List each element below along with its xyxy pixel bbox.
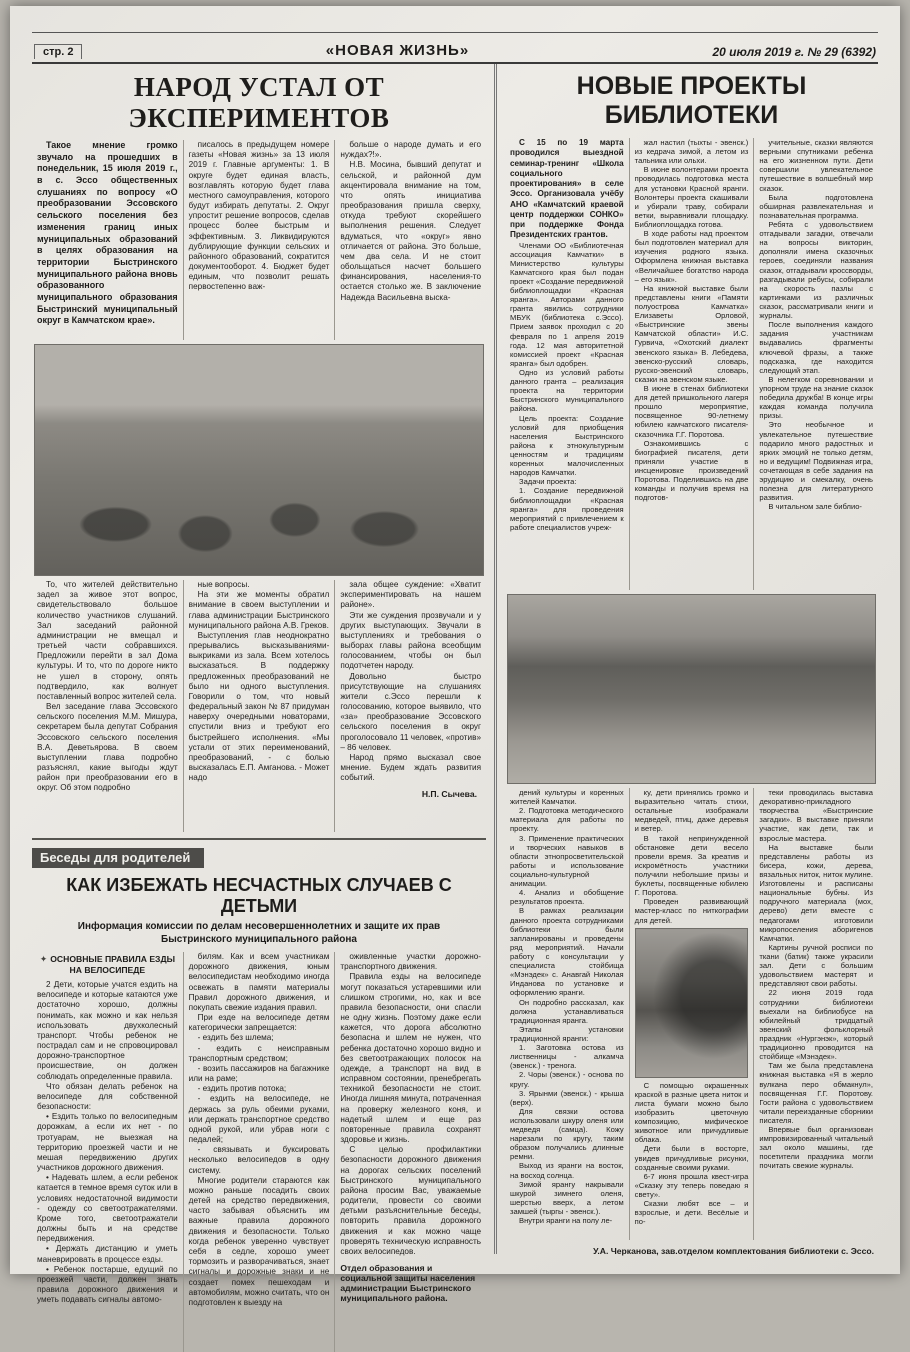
library-author-signature: У.А. Черканова, зав.отделом комплектования библиотеки с. Эссо.	[593, 1246, 874, 1256]
children-col1-text: 2 Дети, которые учатся ездить на велосипеде и которые катаются уже достаточно хорошо, должны понимать, как можно и как нельзя использовать двухколесный транспорт. Чтобы ребенок не пострадал сам и не спровоцировал дорожно-транспортное происшествие, он должен соблюдать определенные правила. Что обязан делать ребенок на велосипеде для собственной безопасности: • Ездить только по велосипедным дорожкам, а если их нет - по тротуарам, не выезжая на территорию проезжей части и не мешая передвижению других участников дорожного движения. • Надевать шлем, а если ребенок катается в темное время суток или в условиях недостаточной видимости - одежду со светоотражателями. Кроме того, светоотражатели должны быть и на средстве передвижения. • Держать дистанцию и уметь маневрировать в процессе езды. • Ребенок постарше, едущий по проезжей части, должен знать правила дорожного движения и уметь подавать сигналы автомо-	[37, 979, 178, 1305]
issue-date: 20 июля 2019 г. № 29 (6392)	[712, 45, 876, 59]
page-number: стр. 2	[34, 44, 82, 59]
children-safety-subhead: Информация комиссии по делам несовершеннолетних и защите их прав Быстринского муниципального района	[77, 921, 441, 945]
hearings-top-col3: больше о народе думать и его нуждах?!». Н.В. Мосина, бывший депутат и сельской, и районной дум акцентировала внимание на том, что опять инициатива преобразования пришла сверху, откуда требуют скорейшего выполнения решения. Следует вдуматься, что «округ» явно отличается от района. Это больше, чем два села. И не стоит обольщаться насчет большего финансирования, населения-то остается столько же. В заключение Надежда Васильевна выска-	[340, 140, 482, 302]
bike-rules-title: ОСНОВНЫЕ ПРАВИЛА ЕЗДЫ НА ВЕЛОСИПЕДЕ	[50, 954, 175, 976]
library-bottom-col2-text-a: ку, дети принялись громко и выразительно читать стихи, остальные изображали медведей, птиц, даже деревья и ветер. В такой непринужденной обстановке дети весело провели время. За креатив и искромётность участники получили небольшие призы и буклеты, посвященные юбилею Г. Поротова. Проведен развивающий мастер-класс по ниткографии для детей.	[634, 788, 749, 925]
children-safety-headline: КАК ИЗБЕЖАТЬ НЕСЧАСТНЫХ СЛУЧАЕВ С ДЕТЬМИ	[66, 875, 452, 916]
children-col2: билям. Как и всем участникам дорожного движения, юным велосипедистам необходимо иногда освежать в памяти материалы Правил дорожного движения, и покупать свежие издания правил. При езде на велосипеде детям категорически запрещается: - ездить без шлема; - ездить с неисправным транспортным средством; - возить пассажиров на багажнике или на раме; - ездить против потока; - ездить на велосипеде, не держась за руль обеими руками, или держать транспортное средство одной рукой, или убрав ноги с педалей; - связывать и буксировать несколько велосипедов в одну систему. Многие родители стараются как можно раньше посадить своих детей на средство передвижения, часто забывая объяснить им важные правила дорожного движения и безопасности. Только когда ребенок уверенно чувствует себя в седле, хорошо умеет тормозить и разворачиваться, знает сигналы и дорожные знаки и не создает помех пешеходам и автомобилям, можно считать, что он подготовлен к выезду на	[184, 952, 336, 1352]
hearings-bottom-col1: То, что жителей действительно задел за живое этот вопрос, свидетельствовало большое количество участников слушаний. Зал заседаний районной администрации не вмещал и третьей части собравшихся. Предложили перейти в зал Дома культуры. И то, что по дороге никто не ушел в сторону, опять подтвердило, как волнует поставленный вопрос жителей села. Вел заседание глава Эссовского сельского поселения М.М. Мишура, секретарем была депутат Собрания Эссовского сельского поселения В.А. Деветьярова. В своем выступлении глава подробно разъяснял, какие выгоды ждут район при преобразовании его в округ. Об этом подробно	[32, 580, 184, 832]
page-body	[32, 64, 878, 1307]
library-bottom-col3: теки проводилась выставка декоративно-прикладного творчества «Быстринские загадки». В выставке приняли участие, как дети, так и взрослые мастера. На выставке были представлены работы из бисера, кожи, дерева, вязальных ниток, ниток мулине. Изготовлены и расписаны национальные бубны. Из подручного материала (мох, дерево) дети вместе с педагогами изготовили микропоселения аборигенов Камчатки. Картины ручной росписи по ткани (батик) также украсили зал. Дети с большим удовольствием мастерят и представляют свои работы. 22 июня 2019 года сотрудники библиотеки выехали на библиобусе на юбилейный тридцатый эвенский фольклорный праздник «Нургэнэк», который традиционно проводится на стойбище «Мэнэдек». Там же была представлена книжная выставка «Я в жерло вулкана перо обмакнул», посвященная Г.Г. Поротову. Гости района с удовольствием читали переизданные сборники писателя. Впервые был организован импровизированный читальный зал около машины, где посетители праздника могли почитать свежие журналы.	[759, 788, 874, 1171]
children-col3-text: оживленные участки дорожно-транспортного движения. Правила езды на велосипеде могут показаться устаревшими или слишком строгими, но, как и все правила безопасности, они спасли не одну жизнь. Поэтому даже если кажется, что дорога абсолютно безопасна и шлем не нужен, что ребенка достаточно хорошо видно и без светоотражающих полосок на одежде, а транспорт на вид в исправном состоянии, пренебрегать техникой безопасности не стоит. Иногда лишняя минута, потраченная на проверку железного коня, и надетый шлем и еще раз повторенные правила сохранят здоровье и жизнь. С целью профилактики безопасности дорожного движения на дорогах сельских поселений Быстринского муниципального района просим Вас, уважаемые родители, провести со своими детьми разъяснительные беседы, повторить правила дорожного движения и как можно чаще проверять техническую исправность своих велосипедов.	[340, 952, 482, 1256]
library-bottom-col2-text-b: С помощью окрашенных краской в разные цвета ниток и листа бумаги можно было изобразить цветочную композицию, мифическое животное или причудливые облака. Дети были в восторге, увидев причудливые рисунки, созданные своими руками. 6-7 июня прошла квест-игра «Сказку эту теперь поведаю я свету». Сказки любят все – и взрослые, и дети. Весёлые и по-	[634, 1080, 749, 1227]
library-top-col1: С 15 по 19 марта проводился выездной семинар-тренинг «Школа социального проектирования» в селе Эссо. Организовала учёбу АНО «Камчатский краевой центр поддержки СОНКО» при поддержке Фонда Президентских грантов. Членами ОО «Библиотечная ассоциация Камчатки» в Министерство культуры Камчатского края был подан проект «Создание передвижной библиоплощадки «Красная яранга». Авторами данного гранта явились сотрудники МБУК (библиотека с.Эссо). Прием заявок проходил с 20 февраля по 1 апреля 2019 года. 12 мая авторитетной комиссией проект «Красная яранга» был одобрен. Одно из условий работы данного гранта – реализация проекта на территории Быстринского муниципального района. Цель проекта: Создание условий для приобщения населения Быстринского района к этнокультурным ценностям и традициям коренных малочисленных народов Камчатки. Задачи проекта: 1. Создание передвижной библиоплощадки «Красная яранга» для проведения мероприятий с привлечением к работе специалистов учреж-	[505, 138, 630, 590]
hearings-top-col1: Такое мнение громко звучало на прошедших в понедельник, 15 июля 2019 г., в с. Эссо общественных слушаниях по вопросу «О преобразовании Эссовского сельского поселения без изменения границ иных муниципальных образований в целях образования на территории Быстринского муниципального района вновь образованного муниципального образования Быстринский муниципальный округ в Камчатском крае».	[32, 140, 184, 340]
hearings-top-col2: писалось в предыдущем номере газеты «Новая жизнь» за 13 июля 2019 г. Главные аргументы: 1. В округе будет единая власть, возглавлять которую будет глава местного самоуправления, которого будут избирать депутаты. 2. Округ упростит решение вопросов, сделав процесс более быстрым и эффективным. 3. Ликвидируются дублирующие функции сельских и районного образований, сократится документооборот. 4. Бюджет будет единым, что позволит решать первостепенно важ-	[184, 140, 336, 340]
article-hearings-headline: НАРОД УСТАЛ ОТ ЭКСПЕРИМЕНТОВ	[128, 72, 390, 133]
children-col3	[335, 952, 486, 1352]
article-children-safety	[32, 840, 486, 1352]
library-bottom-col2	[630, 788, 755, 1240]
hearings-bottom-col3-text: зала общее суждение: «Хватит экспериментировать на нашем районе». Эти же суждения прозвучали и у других выступающих. Звучали в выступлениях и требования о выборах главы района всеобщим голосованием, чтобы он был подотчетен народу. Довольно быстро присутствующие на слушаниях жители с.Эссо перешли к голосованию, которое выявило, что «за» преобразование Эссовского сельского поселения в округ проголосовало 11 человек, «против» – 86 человек. Народ прямо высказал свое мнение. Будем ждать развития событий.	[340, 580, 482, 783]
children-safety-signature: Отдел образования и социальной защиты населения администрации Быстринского муниципального района.	[340, 1263, 476, 1304]
library-top-col2: жал настил (тыхты - эвенск.) из кедрача зимой, а летом из тальника или ольхи. В июне волонтерами проекта проводилась подготовка места для установки Красной яранги. Волонтеры проекта скашивали и убирали траву, собирали ветки, выравнивали площадку. Библиоплощадка готова. В ходе работы над проектом был подготовлен материал для изучения родного языка. Оформлена книжная выставка «Величайшее богатство народа – его язык». На книжной выставке были представлены книги «Памяти полуострова Камчатка» Елизаветы Орловой, «Быстринские эвены Камчатской области» И.С. Гурвича, «Охотский диалект эвенского языка» В. Лебедева, эвенско-русский словарь, русско-эвенский словарь, сказки на эвенском языке. В июне в стенах библиотеки для детей пришкольного лагеря прошло мероприятие, посвященное 90-летнему юбилею камчатского писателя-сказочника Г.Г. Поротова. Ознакомившись с биографией писателя, дети приняли участие в инсценировке произведений Поротова. Поделившись на две команды и получив время на подготов-	[630, 138, 755, 590]
children-safety-band	[32, 952, 486, 1352]
photo-children-performance	[507, 594, 876, 784]
hearings-bottom-band	[32, 580, 486, 832]
newspaper-page	[10, 6, 900, 1307]
hearings-bottom-col2: ные вопросы. На эти же моменты обратил внимание в своем выступлении и глава администрации Быстринского муниципального района А.В. Греков. Выступления глав неоднократно прерывались высказываниями-выкриками из зала. Всем хотелось высказаться. В поддержку предложенных преобразований не было ни одного выступления. Говорили о том, что новый федеральный закон № 87 придуман наверху очередными новаторами, спустили вниз и требуют его быстрейшего исполнения. «Мы устали от этих переименований, преобразований, - с болью высказалась Е.П. Амганова. - Может надо	[184, 580, 336, 832]
article-library-headline: НОВЫЕ ПРОЕКТЫ БИБЛИОТЕКИ	[576, 72, 807, 129]
library-top-col3: учительные, сказки являются верными спутниками ребенка на его жизненном пути. Дети совершили увлекательное путешествие в волшебный мир сказок. Была подготовлена обширная развлекательная и познавательная программа. Ребята с удовольствием отгадывали загадки, отвечали на вопросы викторин, дополняли имена сказочных героев, соединяли названия сказок, отгадывали кроссворды, разгадывали ребусы, собирали на скорость пазлы с картинками из различных сказок, рассматривали книги и журналы. После выполнения каждого задания участникам выдавались фрагменты ключевой фразы, а также подсказка, где находится следующий этап. В нелегком соревновании и упорном труде на знание сказок победила дружба! В конце игры каждая команда получила призы. Это необычное и увлекательное путешествие подарило много радостных и ярких эмоций не только детям, но и ведущим! Подвижная игра, сочетающая в себе задания на эрудицию и смекалку, очень полезна для литературного развития. В читальном зале библио-	[759, 138, 874, 512]
left-region	[32, 64, 497, 1307]
section-ornament-icon: ✦	[39, 954, 48, 964]
library-bottom-band	[505, 788, 878, 1240]
page-header	[32, 32, 878, 64]
hearings-top-band	[32, 140, 486, 340]
library-bottom-col1: дений культуры и коренных жителей Камчатки. 2. Подготовка методического материала для работы по проекту. 3. Применение практических и творческих навыков в области этнопросветительской работы и использование социально-культурной анимации. 4. Анализ и обобщение результатов проекта. В рамках реализации данного проекта сотрудниками библиотеки были запланированы и проведены ряд мероприятий. Начали работу с консультации у специалиста стойбища «Мэнэдек» с. Анавгай Николая Инданова по установке и оформлению яранги. Он подробно рассказал, как должна устанавливаться традиционная яранга. Этапы установки традиционной яранги: 1. Заготовка остова из лиственницы - алкамча (эвенск.) - тренога. 2. Чоры (эвенск.) - основа по кругу. 3. Ярынми (эвенск.) - крыша (верх). Для связки остова использовали шкуру оленя или медведя (самца). Кожу нарезали по кругу, таким образом получались длинные ремни. Выход из яранги на восток, на восход солнца. Зимой ярангу накрывали шкурой зимнего оленя, шерстью вверх, а летом замшей (тыргы - эвенск.). Внутри яранги на полу ле-	[505, 788, 630, 1240]
hearings-bottom-col3	[335, 580, 486, 832]
bike-rules-mini-heading	[37, 954, 178, 976]
right-region	[497, 64, 878, 1254]
hearings-author-signature: Н.П. Сычева.	[421, 789, 478, 800]
kicker-parents-talks: Беседы для родителей	[32, 848, 204, 868]
masthead: «НОВАЯ ЖИЗНЬ»	[325, 42, 470, 59]
library-top-band	[505, 138, 878, 590]
article-library	[505, 72, 878, 1256]
children-col1	[32, 952, 184, 1352]
photo-library-bus	[635, 928, 749, 1078]
photo-public-hearing-audience	[34, 344, 484, 576]
article-hearings	[32, 72, 486, 840]
